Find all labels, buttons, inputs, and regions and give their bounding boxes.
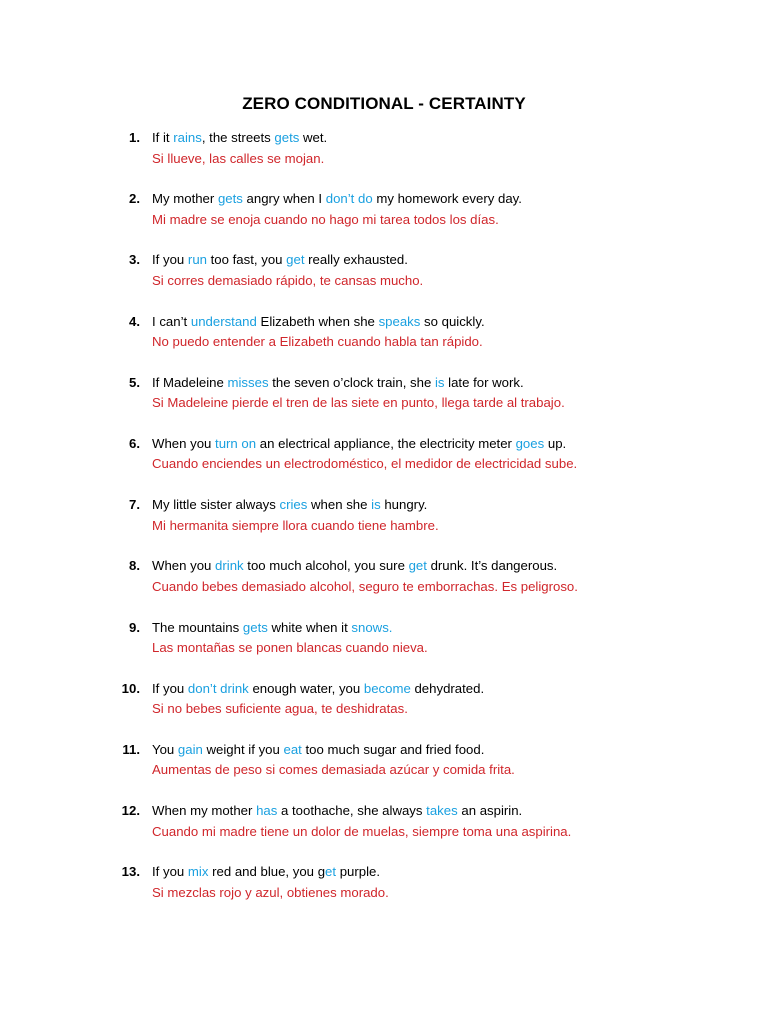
sentence-text: Elizabeth when she	[256, 313, 379, 329]
sentence-list	[0, 128, 768, 923]
sentence-text: so quickly.	[420, 313, 485, 329]
list-item	[0, 312, 768, 373]
sentence-text: hungry.	[380, 497, 428, 513]
highlighted-verb: is	[434, 374, 445, 390]
spanish-translation: Cuando bebes demasiado alcohol, seguro te emborrachas. Es peligroso.	[152, 578, 578, 594]
item-number: 1.	[129, 130, 140, 145]
item-number: 4.	[129, 313, 140, 329]
highlighted-verb: misses	[227, 374, 269, 390]
highlighted-verb: gets	[274, 130, 300, 145]
spanish-translation: Si corres demasiado rápido, te cansas mucho.	[152, 272, 424, 288]
highlighted-verb: cries	[279, 497, 308, 513]
list-item	[0, 740, 768, 801]
sentence-text: angry when I	[242, 191, 326, 207]
item-number: 9.	[129, 619, 140, 635]
sentence-text: wet.	[299, 130, 328, 145]
item-number: 2.	[129, 191, 140, 207]
sentence-text: enough water, you	[248, 680, 364, 696]
sentence-text: weight if you	[202, 741, 284, 757]
sentence-text: an aspirin.	[457, 803, 523, 819]
english-sentence	[152, 250, 408, 270]
sentence-text: my homework every day.	[372, 191, 522, 207]
english-sentence	[152, 434, 566, 454]
list-item	[0, 250, 768, 311]
highlighted-verb: understand	[190, 313, 257, 329]
highlighted-verb: eat	[283, 741, 302, 757]
list-item	[0, 128, 768, 189]
spanish-translation: Las montañas se ponen blancas cuando nieva.	[152, 640, 428, 655]
sentence-text: really exhausted.	[304, 252, 408, 268]
highlighted-verb: turn on	[215, 435, 257, 451]
item-number: 5.	[129, 374, 140, 390]
highlighted-verb: et	[325, 864, 337, 880]
sentence-text: an electrical appliance, the electricity meter	[256, 435, 516, 451]
highlighted-verb: is	[371, 497, 381, 513]
item-number: 10.	[121, 680, 140, 696]
item-number: 6.	[129, 435, 140, 451]
spanish-translation: Si mezclas rojo y azul, obtienes morado.	[152, 884, 389, 900]
list-item	[0, 801, 768, 862]
highlighted-verb: run	[187, 252, 207, 268]
sentence-text: , the streets	[201, 130, 275, 145]
highlighted-verb: don’t do	[325, 191, 373, 207]
item-number: 8.	[129, 558, 140, 574]
sentence-text: If you	[152, 252, 188, 268]
list-item	[0, 434, 768, 495]
sentence-text: a toothache, she always	[277, 803, 427, 819]
sentence-text: the seven o’clock train, she	[268, 374, 435, 390]
english-sentence	[152, 189, 522, 209]
spanish-translation: Cuando mi madre tiene un dolor de muelas, siempre toma una aspirina.	[152, 823, 572, 839]
highlighted-verb: get	[408, 558, 427, 574]
sentence-text: My mother	[152, 191, 218, 207]
spanish-translation: No puedo entender a Elizabeth cuando habla tan rápido.	[152, 334, 483, 350]
spanish-translation: Cuando enciendes un electrodoméstico, el medidor de electricidad sube.	[152, 456, 578, 472]
english-sentence	[152, 740, 484, 760]
highlighted-verb: has	[256, 803, 278, 819]
highlighted-verb: goes	[515, 435, 545, 451]
spanish-translation: Si no bebes suficiente agua, te deshidratas.	[152, 701, 408, 717]
sentence-text: white when it	[267, 619, 352, 635]
sentence-text: If you	[152, 864, 188, 880]
sentence-text: g	[317, 864, 326, 880]
spanish-translation: Mi hermanita siempre llora cuando tiene hambre.	[152, 517, 439, 533]
sentence-text: drunk. It’s dangerous.	[426, 558, 558, 574]
list-item	[0, 556, 768, 617]
sentence-text: If you	[152, 680, 188, 696]
highlighted-verb: rains	[173, 130, 202, 145]
sentence-text: You	[152, 741, 178, 757]
highlighted-verb: gets	[217, 191, 243, 207]
sentence-text: too fast, you	[206, 252, 287, 268]
item-number: 13.	[121, 864, 140, 880]
item-number: 7.	[129, 497, 140, 513]
highlighted-verb: mix	[187, 864, 209, 880]
english-sentence	[152, 618, 392, 638]
sentence-text: dehydrated.	[410, 680, 485, 696]
sentence-text: If Madeleine	[152, 374, 228, 390]
english-sentence	[152, 373, 524, 393]
english-sentence	[152, 495, 427, 515]
sentence-text: When my mother	[152, 803, 257, 819]
page-title: ZERO CONDITIONAL - CERTAINTY	[242, 94, 526, 113]
list-item	[0, 618, 768, 679]
item-number: 3.	[129, 252, 140, 268]
english-sentence	[152, 312, 485, 332]
highlighted-verb: snows.	[351, 619, 393, 635]
english-sentence	[152, 556, 557, 576]
sentence-text: The mountains	[152, 619, 243, 635]
highlighted-verb: drink	[215, 558, 244, 574]
item-number: 12.	[121, 803, 140, 819]
list-item	[0, 373, 768, 434]
english-sentence	[152, 801, 522, 821]
highlighted-verb: gain	[177, 741, 203, 757]
item-number: 11.	[122, 741, 140, 757]
spanish-translation: Si Madeleine pierde el tren de las siete en punto, llega tarde al trabajo.	[152, 395, 565, 411]
sentence-text: My little sister always	[152, 497, 280, 513]
list-item	[0, 495, 768, 556]
sentence-text: When you	[152, 558, 216, 574]
english-sentence	[152, 679, 484, 699]
highlighted-verb: takes	[426, 803, 458, 819]
list-item	[0, 679, 768, 740]
highlighted-verb: don’t drink	[187, 680, 249, 696]
sentence-text: when she	[307, 497, 372, 513]
sentence-text: late for work.	[444, 374, 524, 390]
sentence-text: too much alcohol, you sure	[243, 558, 409, 574]
sentence-text: I can’t	[152, 313, 191, 329]
sentence-text: If it	[152, 130, 174, 145]
list-item	[0, 862, 768, 923]
spanish-translation: Aumentas de peso si comes demasiada azúcar y comida frita.	[152, 762, 515, 778]
sentence-text: red and blue, you	[208, 864, 318, 880]
sentence-text: up.	[544, 435, 567, 451]
spanish-translation: Mi madre se enoja cuando no hago mi tarea todos los días.	[152, 211, 499, 227]
english-sentence	[152, 128, 327, 148]
highlighted-verb: speaks	[378, 313, 421, 329]
sentence-text: When you	[152, 435, 216, 451]
spanish-translation: Si llueve, las calles se mojan.	[152, 150, 325, 166]
english-sentence	[152, 862, 380, 882]
highlighted-verb: become	[363, 680, 411, 696]
highlighted-verb: gets	[242, 619, 268, 635]
highlighted-verb: get	[286, 252, 305, 268]
sentence-text: purple.	[336, 864, 381, 880]
list-item	[0, 189, 768, 250]
sentence-text: too much sugar and fried food.	[301, 741, 485, 757]
